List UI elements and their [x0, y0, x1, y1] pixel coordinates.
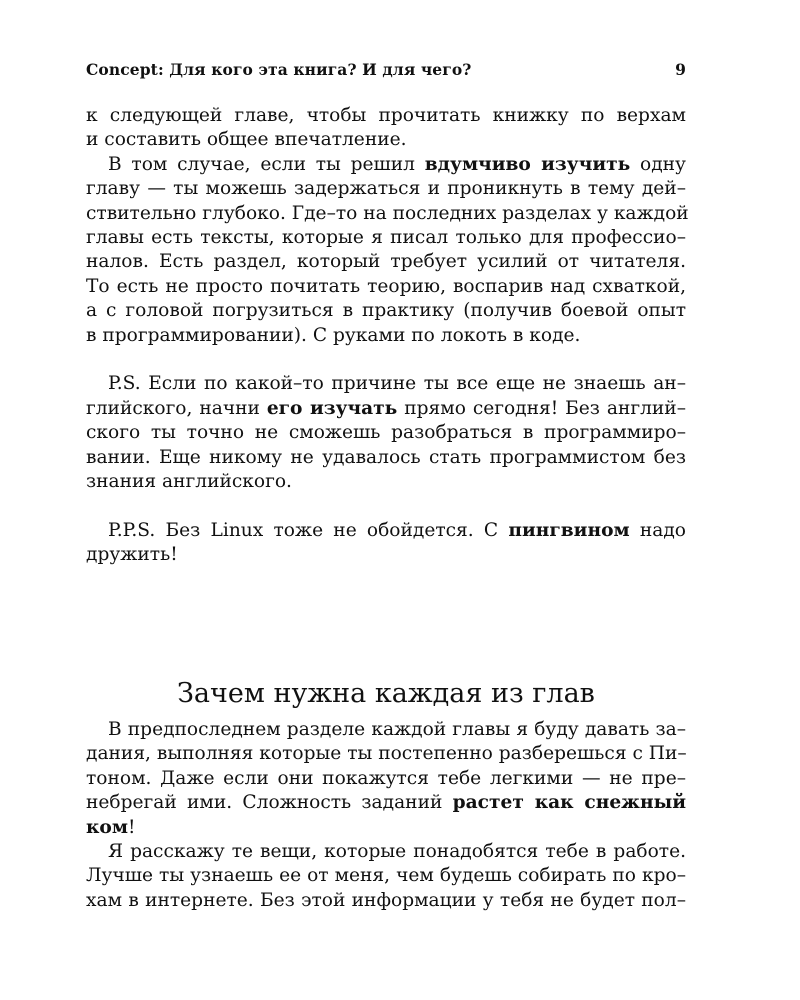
text-line: к следующей главе, чтобы прочитать книжку по верхам: [86, 105, 686, 126]
text-line: главу — ты можешь задержаться и проникнуть в тему дей–: [86, 178, 686, 200]
body-text-top: [86, 104, 689, 568]
paragraph-pps: [86, 519, 686, 568]
text-line: знания английского.: [86, 471, 292, 493]
text-line: а с головой погрузиться в практику (получив боевой опыт: [86, 300, 686, 322]
text-line: тоном. Даже если они покажутся тебе легкими — не пре–: [86, 767, 686, 789]
text-line: ствительно глубоко. Где–то на последних разделах у каждой: [86, 202, 689, 224]
paragraph-continuation: [86, 104, 686, 153]
emphasis: его изучать: [266, 397, 398, 419]
text-line: P.S. Если по какой–то причине ты все еще не знаешь ан–: [108, 373, 686, 395]
text-line: налов. Есть раздел, который требует усилий от читателя.: [86, 251, 686, 273]
text-line: и составить общее впечатление.: [86, 129, 407, 151]
text-line: глийского, начни его изучать прямо сегодня! Без англий–: [86, 397, 686, 419]
text-line: вании. Еще никому не удавалось стать программистом без: [86, 446, 686, 468]
text-line: хам в интернете. Без этой информации у тебя не будет пол–: [86, 889, 686, 911]
text-line: ком!: [86, 816, 136, 838]
emphasis: пингвином: [508, 519, 630, 541]
paragraph-ps: [86, 372, 686, 494]
emphasis: растет как снежный: [452, 792, 686, 814]
text-line: в программировании). С руками по локоть в коде.: [86, 324, 581, 346]
text-line: ского ты точно не сможешь разобраться в программиро–: [86, 422, 686, 444]
text-line: P.P.S. Без Linux тоже не обойдется. С пингвином надо: [108, 519, 686, 541]
text-line: В том случае, если ты решил вдумчиво изучить одну: [108, 153, 686, 175]
text-line: В предпоследнем разделе каждой главы я буду давать за–: [108, 719, 686, 740]
body-text-bottom: [86, 718, 686, 913]
paragraph-work: [86, 840, 686, 913]
text-line: главы есть тексты, которые я писал только для профессио–: [86, 227, 686, 249]
emphasis: вдумчиво изучить: [424, 153, 631, 175]
text-line: небрегай ими. Сложность заданий растет как снежный: [86, 792, 686, 814]
text-line: Лучше ты узнаешь ее от меня, чем будешь собирать по кро–: [86, 865, 686, 887]
section-heading: Зачем нужна каждая из глав: [177, 678, 595, 710]
paragraph-study: [86, 153, 689, 348]
running-head: [86, 60, 686, 79]
text-line: То есть не просто почитать теорию, воспарив над схваткой,: [86, 275, 686, 297]
page-number: 9: [675, 60, 686, 79]
running-head-title: Concept: Для кого эта книга? И для чего?: [86, 60, 472, 79]
emphasis: ком: [86, 816, 128, 838]
text-line: Я расскажу те вещи, которые понадобятся тебе в работе.: [108, 841, 686, 863]
text-line: дания, выполняя которые ты постепенно разберешься с Пи–: [86, 743, 687, 765]
paragraph-tasks: [86, 718, 686, 840]
text-line: дружить!: [86, 544, 178, 566]
